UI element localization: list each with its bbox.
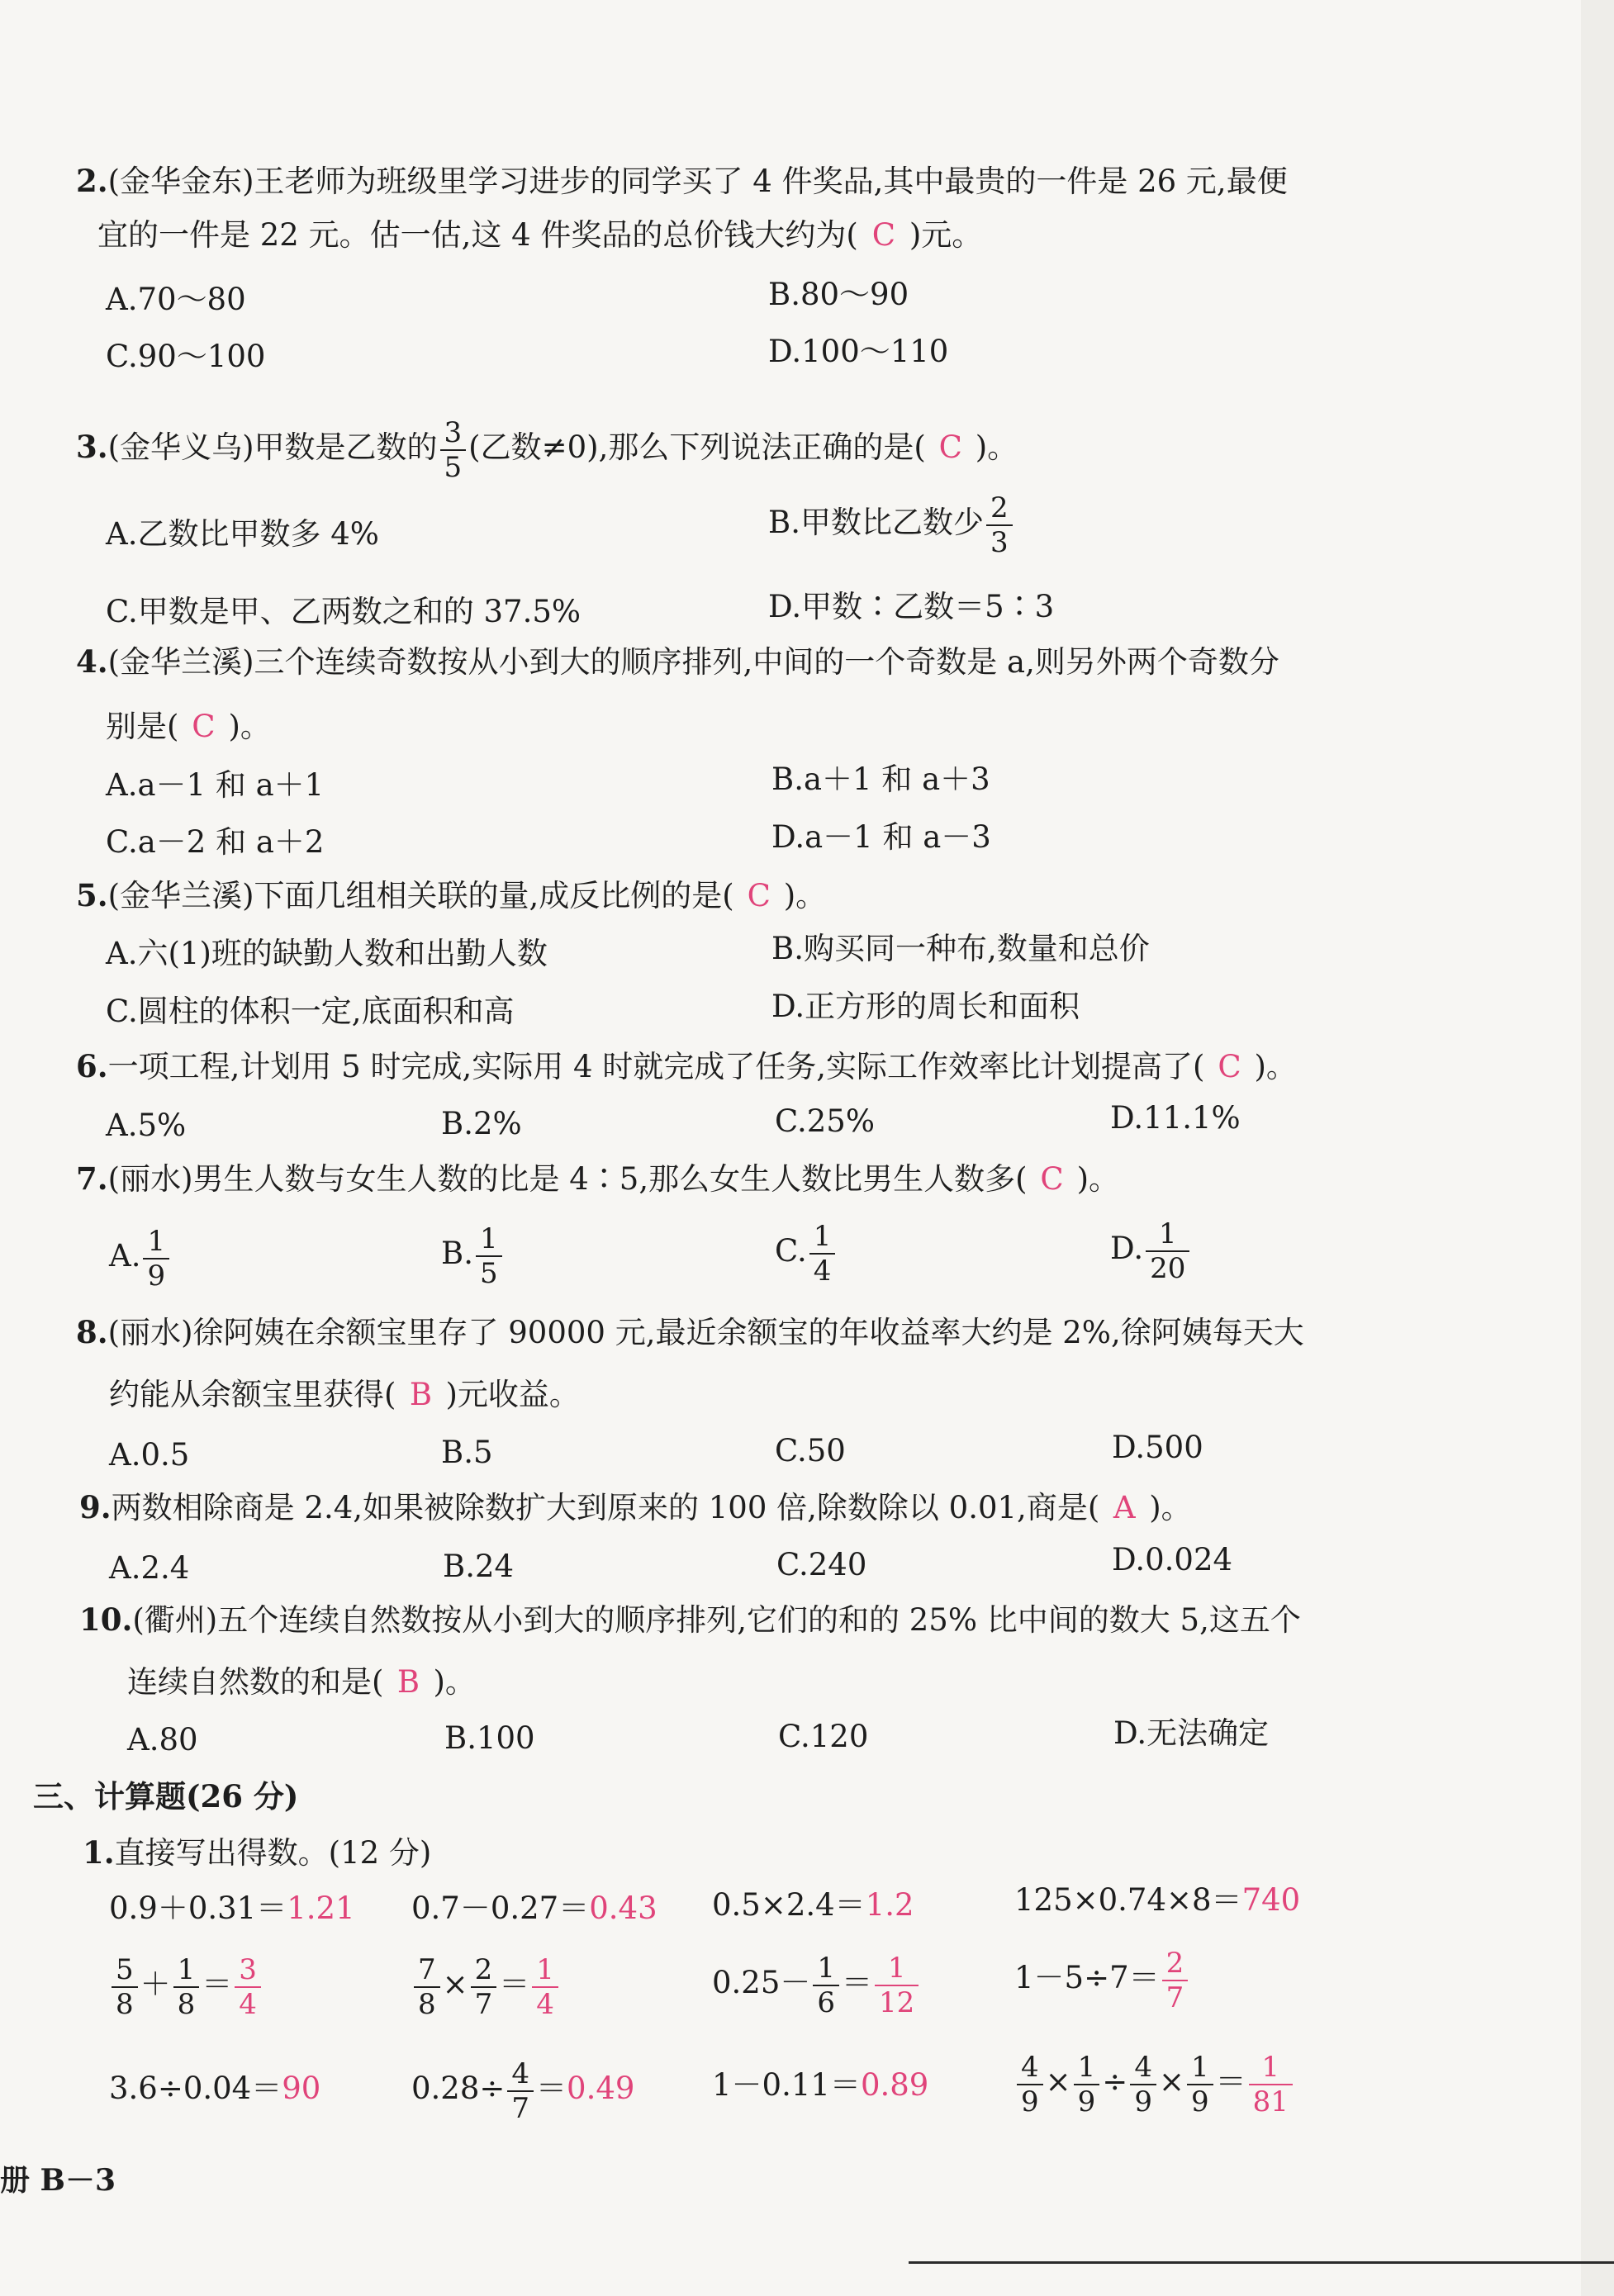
q7-option-a-numerator: 1 [143, 1225, 169, 1259]
calc-r2-c4 [1014, 1941, 1190, 2015]
calc-r3-c4-d1: 9 [1021, 2085, 1039, 2118]
q7-option-a-fraction [143, 1225, 169, 1293]
q8-option-a: A.0.5 [109, 1437, 190, 1473]
q9-text-b: )。 [1149, 1490, 1192, 1525]
q2-text-line2: 宜的一件是 22 元。估一估,这 4 件奖品的总价钱大约为( [97, 217, 858, 253]
calc-r3-c2-answer: 0.49 [567, 2071, 635, 2106]
q7-line [76, 1160, 1119, 1198]
q8-option-b: B.5 [441, 1435, 493, 1470]
calc-r3-c2-prefix: 0.28÷ [411, 2071, 506, 2106]
q5-option-b: B.购买同一种布,数量和总价 [771, 931, 1150, 966]
q6-option-a: A.5% [106, 1108, 187, 1143]
q8-option-c: C.50 [775, 1433, 846, 1468]
q6-option-c: C.25% [775, 1103, 875, 1139]
calc-r3-c2 [411, 2052, 634, 2126]
page-footer-label: 册 B－3 [0, 2163, 116, 2198]
q7-option-c [775, 1214, 838, 1288]
q4-option-d: D.a－1 和 a－3 [771, 819, 991, 855]
q3-option-a: A.乙数比甲数多 4% [106, 516, 379, 552]
calc-r3-c3-expr: 1－0.11＝ [712, 2067, 861, 2103]
q9-option-b: B.24 [443, 1549, 515, 1584]
calc-r1-c4-answer: 740 [1241, 1882, 1301, 1918]
calc-r1-c2-answer: 0.43 [589, 1890, 657, 1926]
q2-line1 [76, 162, 1288, 201]
calc-r2-c2-a-denominator: 8 [418, 1987, 436, 2021]
q4-number: 4. [76, 643, 108, 680]
q4-option-c: C.a－2 和 a＋2 [106, 824, 325, 860]
q3-option-d: D.甲数∶乙数＝5∶3 [768, 589, 1055, 624]
q3-option-b-denominator: 3 [990, 525, 1009, 559]
calc-r3-c4-op2: ÷ [1102, 2064, 1128, 2099]
calc-r3-c4-answer-numerator: 1 [1249, 2051, 1293, 2085]
calc-r3-c4-n1: 4 [1017, 2051, 1043, 2085]
q4-answer: C [192, 709, 216, 744]
calc-r2-c1-frac-b [173, 1953, 200, 2021]
q3-frac-denominator: 5 [444, 450, 463, 484]
section3-q1-line [83, 1833, 431, 1872]
q8-answer: B [409, 1377, 433, 1412]
q7-option-c-fraction [809, 1220, 836, 1288]
q5-answer: C [747, 878, 771, 913]
q10-option-c: C.120 [778, 1719, 869, 1754]
calc-r3-c3-answer: 0.89 [860, 2067, 929, 2103]
q5-text-a: (金华兰溪)下面几组相关联的量,成反比例的是( [107, 878, 734, 913]
calc-r3-c2-b-denominator: 7 [511, 2091, 530, 2125]
q7-option-b-label: B. [441, 1236, 473, 1271]
calc-r2-c3-b-numerator: 1 [813, 1952, 839, 1986]
q9-option-d: D.0.024 [1112, 1542, 1233, 1577]
calc-r3-c2-frac-b [507, 2057, 534, 2125]
calc-r1-c1-expr: 0.9＋0.31＝ [109, 1890, 287, 1926]
calc-r2-c3-answer-numerator: 1 [875, 1952, 919, 1986]
q5-number: 5. [76, 877, 108, 913]
calc-r2-c2 [411, 1947, 561, 2022]
q10-line2 [127, 1663, 476, 1701]
calc-r1-c2 [411, 1890, 657, 1928]
calc-r3-c4-answer-denominator: 81 [1252, 2085, 1289, 2118]
q9-text-a: 两数相除商是 2.4,如果被除数扩大到原来的 100 倍,除数除以 0.01,商是( [111, 1490, 1100, 1525]
q7-option-d-denominator: 20 [1150, 1251, 1186, 1285]
calc-r2-c1-answer-numerator: 3 [235, 1953, 261, 1988]
q10-option-b: B.100 [444, 1720, 535, 1756]
q5-option-a: A.六(1)班的缺勤人数和出勤人数 [106, 936, 548, 971]
calc-r2-c1-answer-denominator: 4 [239, 1987, 257, 2021]
q7-answer: C [1040, 1161, 1064, 1197]
calc-r3-c2-b-numerator: 4 [507, 2057, 534, 2092]
calc-r2-c2-operator: × [442, 1966, 468, 2002]
q10-line1 [79, 1601, 1301, 1639]
q3-frac-numerator: 3 [440, 416, 467, 451]
calc-r2-c2-equals: ＝ [499, 1966, 530, 2002]
bottom-rule [909, 2261, 1614, 2264]
section3-q1-number: 1. [83, 1834, 115, 1871]
q10-option-d: D.无法确定 [1113, 1715, 1270, 1751]
calc-r2-c2-answer-numerator: 1 [532, 1953, 558, 1988]
q3-option-b-fraction [986, 491, 1013, 559]
q10-text-line2: 连续自然数的和是( [127, 1664, 384, 1700]
calc-r3-c1-expr: 3.6÷0.04＝ [109, 2071, 282, 2106]
calc-r2-c4-answer-denominator: 7 [1165, 1981, 1184, 2014]
calc-r3-c3 [712, 2066, 928, 2104]
q6-answer: C [1218, 1049, 1241, 1084]
q7-option-d-label: D. [1110, 1231, 1144, 1266]
q5-text-b: )。 [783, 878, 827, 913]
calc-r2-c2-answer [532, 1953, 558, 2021]
calc-r1-c3 [712, 1886, 914, 1924]
q6-text-a: 一项工程,计划用 5 时完成,实际用 4 时就完成了任务,实际工作效率比计划提高了( [107, 1049, 1205, 1084]
q7-option-a-denominator: 9 [147, 1259, 166, 1293]
q7-option-d [1110, 1212, 1192, 1286]
calc-r3-c4-frac-1 [1017, 2051, 1043, 2118]
page-edge-shadow [1581, 0, 1614, 2296]
q9-option-c: C.240 [776, 1547, 867, 1582]
calc-r3-c4-frac-3 [1130, 2051, 1156, 2118]
q6-number: 6. [76, 1048, 108, 1084]
q6-text-b: )。 [1254, 1049, 1297, 1084]
q4-text-line1: (金华兰溪)三个连续奇数按从小到大的顺序排列,中间的一个奇数是 a,则另外两个奇数分 [107, 644, 1279, 680]
q10-answer: B [396, 1664, 420, 1700]
q3-number: 3. [76, 429, 108, 465]
calc-r1-c4 [1014, 1881, 1300, 1919]
calc-r3-c4-n4: 1 [1187, 2051, 1213, 2085]
q7-option-a [109, 1219, 172, 1293]
calc-r2-c4-answer-numerator: 2 [1162, 1947, 1189, 1981]
calc-r2-c2-frac-a [414, 1953, 440, 2021]
q10-option-a: A.80 [127, 1722, 198, 1758]
q3-fraction [440, 416, 467, 484]
calc-r1-c2-expr: 0.7－0.27＝ [411, 1890, 590, 1926]
q8-option-d: D.500 [1112, 1430, 1203, 1465]
calc-r2-c3-answer [875, 1952, 919, 2019]
calc-r2-c2-b-numerator: 2 [471, 1953, 497, 1988]
q8-text-line2: 约能从余额宝里获得( [109, 1377, 396, 1412]
q3-text-a: (金华义乌)甲数是乙数的 [107, 429, 438, 465]
q2-option-d: D.100～110 [768, 334, 949, 369]
calc-r3-c4-answer [1249, 2051, 1293, 2118]
q2-option-c: C.90～100 [106, 339, 266, 374]
q7-number: 7. [76, 1160, 108, 1197]
q3-option-b [768, 486, 1015, 560]
q6-line [76, 1047, 1297, 1086]
q8-line1 [76, 1313, 1304, 1352]
calc-r2-c2-answer-denominator: 4 [536, 1987, 554, 2021]
calc-r2-c1 [109, 1947, 263, 2022]
q6-option-d: D.11.1% [1110, 1100, 1241, 1136]
q7-option-b-denominator: 5 [479, 1256, 498, 1290]
q8-text-line1: (丽水)徐阿姨在余额宝里存了 90000 元,最近余额宝的年收益率大约是 2%,徐阿姨每天大 [107, 1315, 1304, 1350]
calc-r1-c1 [109, 1890, 355, 1928]
q3-text-c: )。 [975, 429, 1018, 465]
q4-text-line2: 别是( [106, 709, 179, 744]
q7-text-b: )。 [1076, 1161, 1119, 1197]
calc-r2-c1-operator: ＋ [140, 1966, 171, 2002]
q2-option-a: A.70～80 [106, 282, 246, 317]
calc-r3-c4-op1: × [1045, 2064, 1071, 2099]
section3-q1-text: 直接写出得数。(12 分) [114, 1835, 432, 1871]
section3-title: 三、计算题(26 分) [33, 1778, 299, 1815]
q9-line [79, 1488, 1192, 1527]
calc-r3-c1-answer: 90 [282, 2071, 321, 2106]
calc-r2-c3-answer-denominator: 12 [879, 1985, 915, 2019]
q4-line1 [76, 643, 1279, 681]
calc-r2-c1-b-numerator: 1 [173, 1953, 200, 1988]
q3-option-b-numerator: 2 [986, 491, 1013, 526]
calc-r3-c4-equals: ＝ [1215, 2064, 1246, 2099]
calc-r2-c2-frac-b [471, 1953, 497, 2021]
q7-option-c-numerator: 1 [809, 1220, 836, 1255]
calc-r3-c4-d4: 9 [1190, 2085, 1209, 2118]
calc-r3-c4-frac-2 [1074, 2051, 1100, 2118]
q7-option-d-numerator: 1 [1146, 1217, 1189, 1252]
calc-r3-c4-n3: 4 [1130, 2051, 1156, 2085]
calc-r2-c1-equals: ＝ [202, 1966, 233, 2002]
calc-r2-c1-b-denominator: 8 [177, 1987, 196, 2021]
q3-line [76, 410, 1018, 485]
q7-option-b-numerator: 1 [476, 1222, 502, 1257]
q4-text-line2-end: )。 [228, 709, 271, 744]
calc-r3-c2-equals: ＝ [536, 2071, 567, 2106]
q5-line [76, 876, 826, 915]
q10-text-line2-end: )。 [433, 1664, 476, 1700]
calc-r2-c2-a-numerator: 7 [414, 1953, 440, 1988]
q7-option-b-fraction [476, 1222, 502, 1290]
q2-answer: C [871, 217, 896, 253]
calc-r2-c3-equals: ＝ [842, 1965, 873, 2000]
q3-option-c: C.甲数是甲、乙两数之和的 37.5% [106, 594, 582, 629]
calc-r2-c4-answer [1162, 1947, 1189, 2014]
q7-option-c-denominator: 4 [813, 1254, 832, 1288]
q7-option-d-fraction [1146, 1217, 1189, 1285]
q2-line2 [97, 216, 982, 254]
q2-text-line1: (金华金东)王老师为班级里学习进步的同学买了 4 件奖品,其中最贵的一件是 26 元,最便 [107, 164, 1288, 199]
calc-r2-c2-b-denominator: 7 [474, 1987, 493, 2021]
calc-r1-c3-expr: 0.5×2.4＝ [712, 1887, 866, 1923]
q2-number: 2. [76, 163, 108, 199]
q3-answer: C [938, 429, 962, 465]
calc-r3-c4 [1014, 2045, 1295, 2119]
calc-r3-c4-op3: × [1158, 2064, 1184, 2099]
q4-option-a: A.a－1 和 a＋1 [106, 767, 325, 803]
calc-r1-c1-answer: 1.21 [287, 1890, 355, 1926]
q3-option-b-text: B.甲数比乙数少 [768, 505, 984, 540]
calc-r1-c3-answer: 1.2 [865, 1887, 914, 1923]
calc-r3-c4-frac-4 [1187, 2051, 1213, 2118]
q10-text-line1: (衢州)五个连续自然数按从小到大的顺序排列,它们的和的 25% 比中间的数大 5,这五个 [132, 1602, 1301, 1638]
q4-line2 [106, 708, 271, 746]
calc-r2-c3 [712, 1946, 921, 2020]
calc-r3-c4-d2: 9 [1077, 2085, 1096, 2118]
q3-text-b: (乙数≠0),那么下列说法正确的是( [468, 429, 926, 465]
calc-r2-c3-b-denominator: 6 [817, 1985, 836, 2019]
calc-r2-c4-expr: 1－5÷7＝ [1014, 1960, 1160, 1995]
calc-r2-c1-frac-a [112, 1953, 138, 2021]
q8-text-line2-end: )元收益。 [445, 1377, 580, 1412]
q5-option-c: C.圆柱的体积一定,底面积和高 [106, 994, 515, 1029]
q5-option-d: D.正方形的周长和面积 [771, 989, 1080, 1024]
calc-r2-c1-a-numerator: 5 [112, 1953, 138, 1988]
calc-r3-c1 [109, 2070, 320, 2108]
q6-option-b: B.2% [441, 1106, 522, 1141]
q9-answer: A [1113, 1490, 1136, 1525]
q9-option-a: A.2.4 [109, 1550, 190, 1586]
calc-r3-c4-n2: 1 [1074, 2051, 1100, 2085]
calc-r2-c3-prefix: 0.25－ [712, 1965, 811, 2000]
q8-number: 8. [76, 1314, 108, 1350]
q7-option-a-label: A. [109, 1238, 141, 1274]
q7-option-b [441, 1217, 505, 1291]
q7-option-c-label: C. [775, 1233, 807, 1269]
q8-line2 [109, 1376, 580, 1414]
q2-option-b: B.80～90 [768, 277, 909, 312]
q10-number: 10. [79, 1601, 133, 1638]
calc-r2-c1-a-denominator: 8 [116, 1987, 134, 2021]
calc-r2-c3-frac-b [813, 1952, 839, 2019]
q2-text-line2-end: )元。 [909, 217, 983, 253]
calc-r2-c1-answer [235, 1953, 261, 2021]
q7-text-a: (丽水)男生人数与女生人数的比是 4∶5,那么女生人数比男生人数多( [107, 1161, 1028, 1197]
calc-r1-c4-expr: 125×0.74×8＝ [1014, 1882, 1242, 1918]
q4-option-b: B.a＋1 和 a＋3 [771, 761, 990, 797]
calc-r3-c4-d3: 9 [1134, 2085, 1152, 2118]
q9-number: 9. [79, 1489, 112, 1525]
